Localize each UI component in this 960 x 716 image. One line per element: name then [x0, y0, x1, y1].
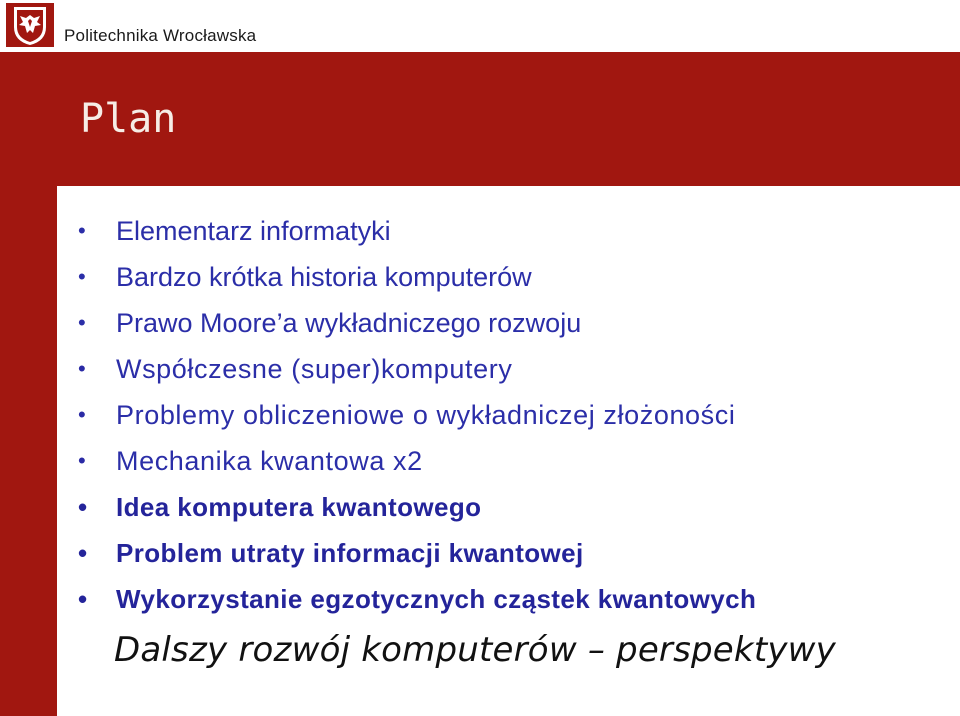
bullet-text: Wykorzystanie egzotycznych cząstek kwantowych [116, 584, 757, 614]
eagle-crest-icon [6, 3, 54, 47]
bullet-text: Bardzo krótka historia komputerów [116, 262, 532, 292]
bullet-list [78, 208, 948, 622]
bullet-dot: • [78, 264, 86, 289]
bullet-text: Idea komputera kwantowego [116, 492, 482, 522]
bullet-item [78, 300, 948, 346]
bullet-dot: • [78, 356, 86, 381]
bullet-dot: • [78, 584, 88, 614]
bullet-text: Współczesne (super)komputery [116, 354, 513, 384]
bullet-item [78, 530, 948, 576]
bullet-text: Problem utraty informacji kwantowej [116, 538, 584, 568]
slide-title: Plan [80, 96, 177, 142]
bullet-dot: • [78, 402, 86, 427]
bullet-text: Mechanika kwantowa x2 [116, 446, 423, 476]
bullet-item [78, 346, 948, 392]
left-accent-strip [0, 52, 57, 716]
bullet-item [78, 208, 948, 254]
bullet-text: Elementarz informatyki [116, 216, 391, 246]
bullet-dot: • [78, 538, 88, 568]
logo-bar [0, 0, 960, 50]
title-band [57, 52, 960, 186]
bullet-dot: • [78, 310, 86, 335]
bullet-item [78, 392, 948, 438]
bullet-dot: • [78, 448, 86, 473]
bullet-item [78, 254, 948, 300]
bullet-dot: • [78, 218, 86, 243]
bullet-item [78, 484, 948, 530]
footer-line: Dalszy rozwój komputerów – perspektywy [114, 630, 836, 670]
bullet-dot: • [78, 492, 88, 522]
bullet-item [78, 438, 948, 484]
bullet-text: Problemy obliczeniowe o wykładniczej złożoności [116, 400, 736, 430]
logo-text: Politechnika Wrocławska [64, 26, 257, 45]
bullet-item [78, 576, 948, 622]
bullet-text: Prawo Moore’a wykładniczego rozwoju [116, 308, 582, 338]
